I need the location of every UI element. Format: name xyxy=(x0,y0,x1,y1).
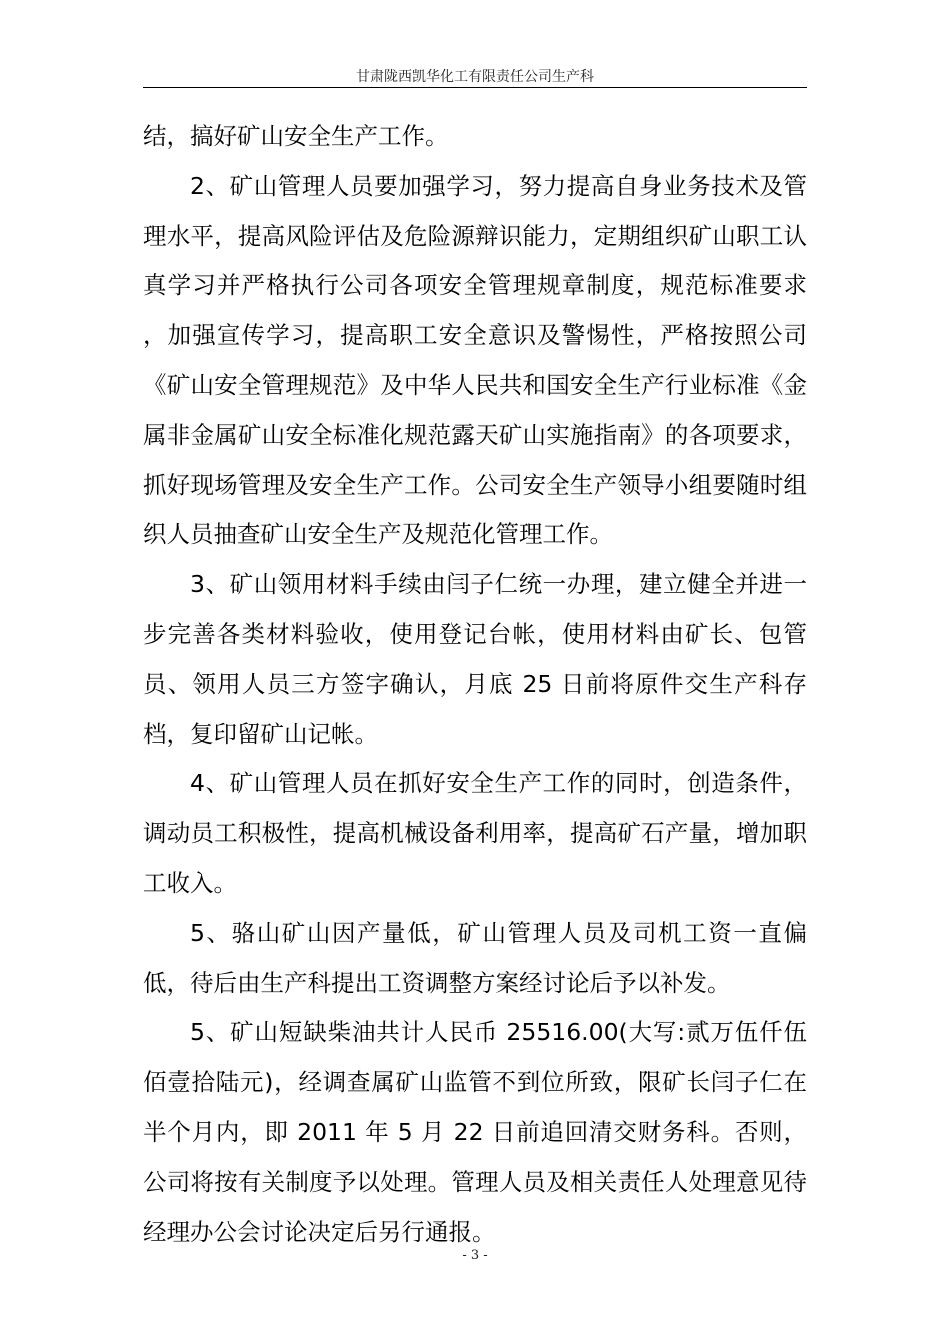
paragraph-continuation: 结，搞好矿山安全生产工作。 xyxy=(143,122,449,150)
header-divider xyxy=(143,87,807,88)
paragraph-item-5a: 5、骆山矿山因产量低，矿山管理人员及司机工资一直偏低，待后由生产科提出工资调整方案经讨论后予以补发。 xyxy=(143,918,807,997)
document-body xyxy=(143,112,807,1257)
paragraph-item-3: 3、矿山领用材料手续由闫子仁统一办理，建立健全并进一步完善各类材料验收，使用登记台帐，使用材料由矿长、包管员、领用人员三方签字确认，月底 25 日前将原件交生产科存档，复印留矿山记帐。 xyxy=(143,570,807,748)
page-header: 甘肃陇西凯华化工有限责任公司生产科 xyxy=(356,69,594,85)
page-number: - 3 - xyxy=(462,1248,488,1263)
paragraph-item-5b: 5、矿山短缺柴油共计人民币 25516.00(大写:贰万伍仟伍佰壹拾陆元)，经调查属矿山监管不到位所致，限矿长闫子仁在半个月内，即 2011 年 5 月 22 日前追回清交财务科。否则，公司将按有关制度予以处理。管理人员及相关责任人处理意见待经理办公会讨论决定后另行通报。 xyxy=(143,1018,807,1246)
paragraph-item-4: 4、矿山管理人员在抓好安全生产工作的同时，创造条件，调动员工积极性，提高机械设备利用率，提高矿石产量，增加职工收入。 xyxy=(143,769,807,897)
paragraph-item-2: 2、矿山管理人员要加强学习，努力提高自身业务技术及管理水平，提高风险评估及危险源辩识能力，定期组织矿山职工认真学习并严格执行公司各项安全管理规章制度，规范标准要求 ，加强宣传学习，提高职工安全意识及警惕性，严格按照公司《矿山安全管理规范》及中华人民共和国安全生产行业标准《金属非金属矿山安全标准化规范露天矿山实施指南》的各项要求，抓好现场管理及安全生产工作。公司安全生产领导小组要随时组织人员抽查矿山安全生产及规范化管理工作。 xyxy=(143,171,807,549)
